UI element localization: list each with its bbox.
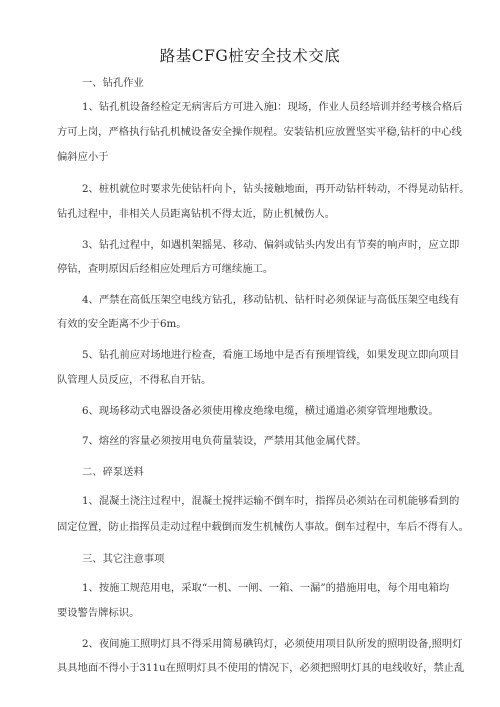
paragraph-line: 2、夜间施工照明灯具不得采用简易碘钨灯，必须使用项目队所发的照明设备,照明灯 [82,638,463,650]
paragraph-line: 6、现场移动式电器设备必须使用橡皮绝缘电缆，横过通道必须穿管埋地敷设。 [82,405,439,417]
document-title: 路基CFG桩安全技术交底 [159,47,341,65]
section-heading-1: 一、钻孔作业 [82,77,144,89]
paragraph-line: 3、钻孔过程中，如遇机架摇晃、移动、偏斜或钻头内发出有节奏的响声时，应立即 [82,239,460,251]
paragraph-line: 停钻，查明原因后经相应处理后方可继续施工。 [57,263,274,275]
paragraph-line: 固定位置，防止指挥员走动过程中载倒而发生机械伤人事故。倒车过程中，车后不得有人。 [57,521,469,533]
paragraph-line: 5、钻孔前应对场地进行检查，看施工场地中是否有预埋管线，如果发现立即向项目 [82,349,460,361]
paragraph-line: 偏斜应小于 [57,151,109,163]
paragraph-line: 要设警告牌标识。 [57,607,140,619]
section-heading-3: 三、其它注意事项 [82,553,165,565]
paragraph-line: 4、严禁在高低压架空电线方钻孔，移动钻机、钻杆时必须保证与高低压架空电线有 [82,294,460,306]
section-heading-2: 二、碎泵送料 [82,466,144,478]
paragraph-line: 方可上岗，严格执行钻孔机械设备安全操作规程。安装钻机应放置坚实平稳,钻杆的中心线 [57,126,462,138]
paragraph-line: 7、熔丝的容量必须按用电负荷量装设，严禁用其他金属代替。 [82,435,367,447]
paragraph-line: 钻孔过程中，非相关人员距离钻机不得太近，防止机械伤人。 [57,208,336,220]
paragraph-line: 队管理人员反应，不得私自开钻。 [57,374,212,386]
paragraph-line: 1、钻孔机设备经检定无病害后方可进入施l：现场，作业人员经培训并经考核合格后 [82,101,463,113]
paragraph-line: 2、桩机就位时要求先使钻杆向卜，钻头接触地面，再开动钻杆转动，不得晃动钻杆。 [82,183,470,195]
paragraph-line: 1、混凝土浇注过程中，混凝土搅拌运输不倒车时，指挥员必须站在司机能够看到的 [82,495,460,507]
paragraph-line: 有效的安全距离不少于6m。 [57,318,187,330]
paragraph-line: 1、按施工规范用电，采取“一机、一闸、一箱、一漏”的措施用电，每个用电箱均 [82,582,450,594]
paragraph-line: 具具地面不得小于311u在照明灯具不使用的情况下，必须把照明灯具的电线收好，禁止乱 [57,662,465,674]
